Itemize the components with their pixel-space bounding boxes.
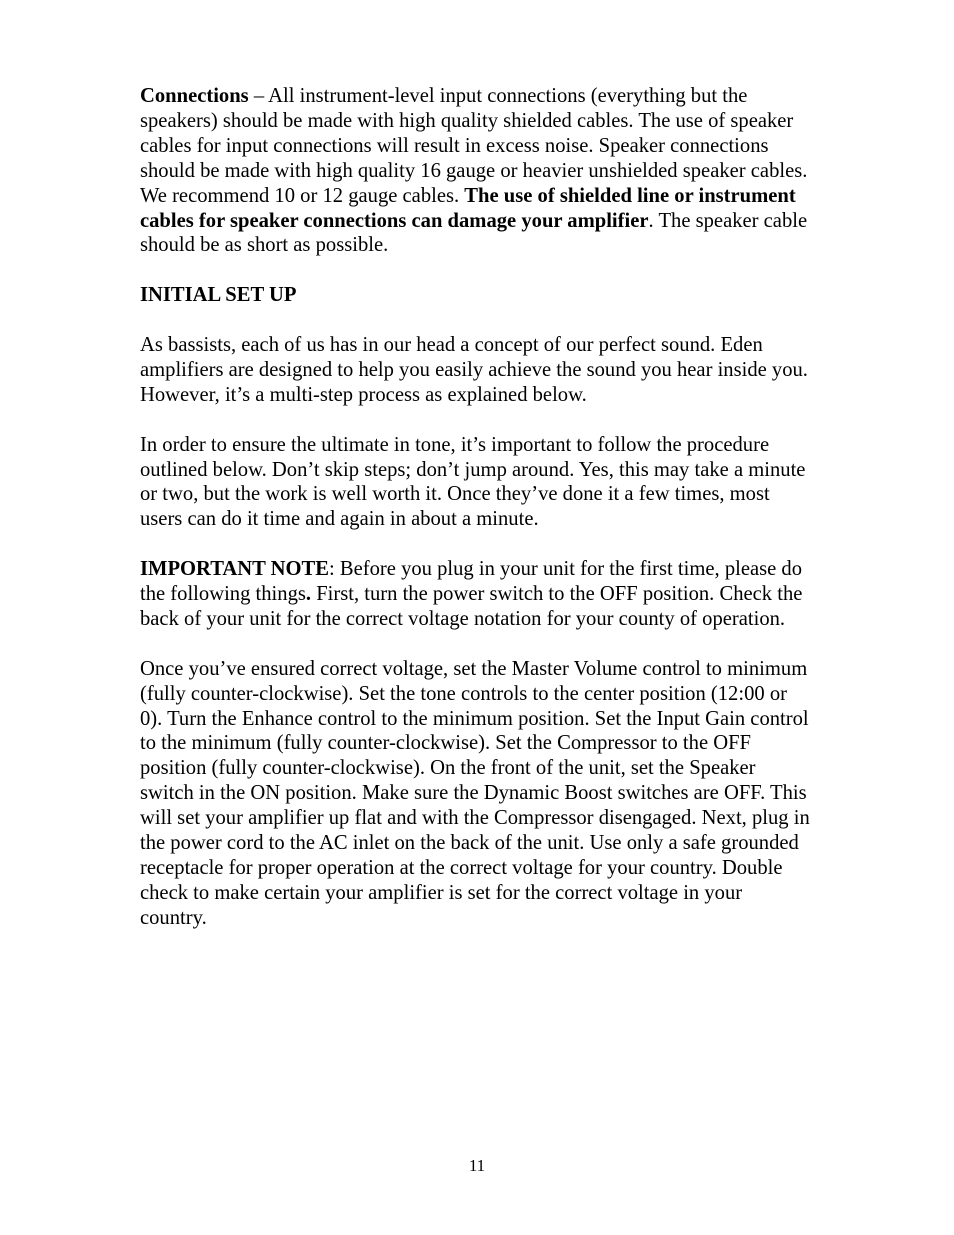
initial-setup-heading: INITIAL SET UP [140, 284, 297, 307]
page-content [140, 84, 812, 956]
important-note-period: . [305, 583, 312, 606]
connections-text-end: . The speaker cable should be as short as possible. [140, 209, 808, 257]
connections-label: Connections [140, 85, 249, 107]
connections-paragraph [140, 84, 812, 258]
connections-text: – All instrument-level input connections (everything but the speakers) should be made with high quality shielded cables. The use of speaker cables for input connections will result in excess noise. Speaker connections should be made with high quality 16 gauge or heavier unshielded speaker cables. We recommend 10 or 12 gauge cables. [140, 85, 808, 207]
voltage-setup-paragraph: Once you’ve ensured correct voltage, set the Master Volume control to minimum (fully counter-clockwise). Set the tone controls to the center position (12:00 or 0). Turn the Enhance control to the minimum position. Set the Input Gain control to the minimum (fully counter-clockwise). Set the Compressor to the OFF position (fully counter-clockwise). On the front of the unit, set the Speaker switch in the ON position. Make sure the Dynamic Boost switches are OFF. This will set your amplifier up flat and with the Compressor disengaged. Next, plug in the power cord to the AC inlet on the back of the unit. Use only a safe grounded receptacle for proper operation at the correct voltage for your country. Double check to make certain your amplifier is set for the correct voltage in your country. [140, 657, 810, 929]
page-number: 11 [468, 1156, 486, 1175]
intro-paragraph: As bassists, each of us has in our head a concept of our perfect sound. Eden amplifiers are designed to help you easily achieve the sound you hear inside you. However, it’s a multi-step process as explained below. [140, 334, 808, 406]
important-note-text: : Before you plug in your unit for the first time, please do the following things [140, 558, 803, 606]
important-note-paragraph [140, 557, 812, 632]
important-note-label: IMPORTANT NOTE [140, 558, 330, 581]
speaker-cable-warning: The use of shielded line or instrument cables for speaker connections can damage your amplifier [140, 184, 796, 232]
procedure-paragraph: In order to ensure the ultimate in tone, it’s important to follow the procedure outlined below. Don’t skip steps; don’t jump around. Yes, this may take a minute or two, but the work is well worth it. Once they’ve done it a few times, most users can do it time and again in about a minute. [140, 433, 806, 531]
important-note-text-end: First, turn the power switch to the OFF position. Check the back of your unit for the correct voltage notation for your county of operation. [140, 583, 803, 630]
